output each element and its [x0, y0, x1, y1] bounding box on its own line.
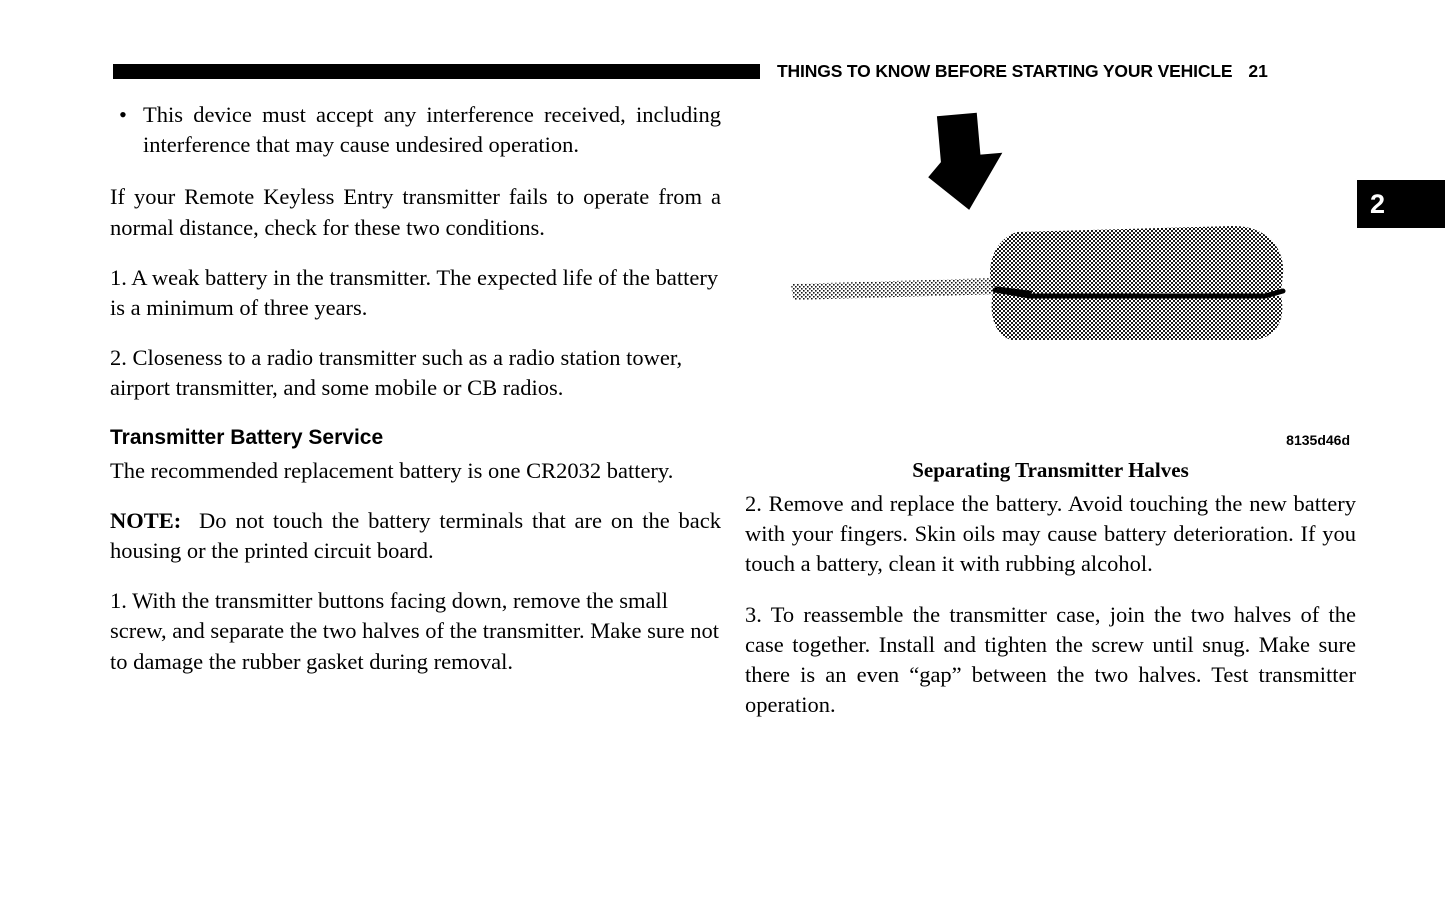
figure-block — [745, 100, 1356, 720]
transmitter-illustration — [745, 100, 1356, 430]
note-paragraph — [110, 506, 721, 566]
header-rule-bar — [113, 64, 760, 79]
condition-item-2: 2. Closeness to a radio transmitter such as a radio station tower, airport transmitter, and some mobile or CB radios. — [110, 345, 683, 401]
down-right-arrow-icon — [923, 111, 1007, 213]
step-item-2: 2. Remove and replace the battery. Avoid touching the new battery with your fingers. Skin oils may cause battery deterioration. If you touch a battery, clean it with rubbing alcohol. — [745, 491, 1356, 577]
left-column — [110, 100, 721, 677]
battery-paragraph: The recommended replacement battery is one CR2032 battery. — [110, 457, 674, 483]
page-number: 21 — [1248, 60, 1268, 81]
note-label: NOTE: — [110, 507, 182, 533]
key-blade — [791, 278, 1003, 300]
chapter-tab-number: 2 — [1370, 188, 1386, 219]
page-title: THINGS TO KNOW BEFORE STARTING YOUR VEHICLE — [777, 60, 1233, 81]
intro-paragraph: If your Remote Keyless Entry transmitter fails to operate from a normal distance, check for these two conditions. — [110, 184, 721, 240]
condition-item-1: 1. A weak battery in the transmitter. The expected life of the battery is a minimum of three years. — [110, 264, 719, 321]
note-text: Do not touch the battery terminals that are on the back housing or the printed circuit board. — [110, 507, 722, 564]
separating-transmitter-halves-illustration — [745, 100, 1356, 430]
step-item-3: 3. To reassemble the transmitter case, join the two halves of the case together. Install and tighten the screw until snug. Make sure there is an even “gap” between the two halves. Test transmitter operation. — [745, 601, 1356, 718]
transmitter-notch — [989, 226, 1007, 240]
bullet-item-text: This device must accept any interference received, including interference that may cause undesired operation. — [143, 102, 721, 158]
bullet-list-item — [110, 100, 721, 160]
bullet-marker-icon: • — [119, 102, 127, 127]
section-heading-transmitter-battery-service: Transmitter Battery Service — [110, 425, 384, 449]
step-item-1: 1. With the transmitter buttons facing down, remove the small screw, and separate the two halves of the transmitter. Make sure not to damage the rubber gasket during removal. — [110, 588, 719, 674]
chapter-tab — [1357, 180, 1445, 228]
figure-code: 8135d46d — [1286, 432, 1350, 448]
transmitter-upper-half — [990, 226, 1283, 294]
page-header — [0, 56, 1445, 86]
figure-caption: Separating Transmitter Halves — [912, 458, 1189, 482]
